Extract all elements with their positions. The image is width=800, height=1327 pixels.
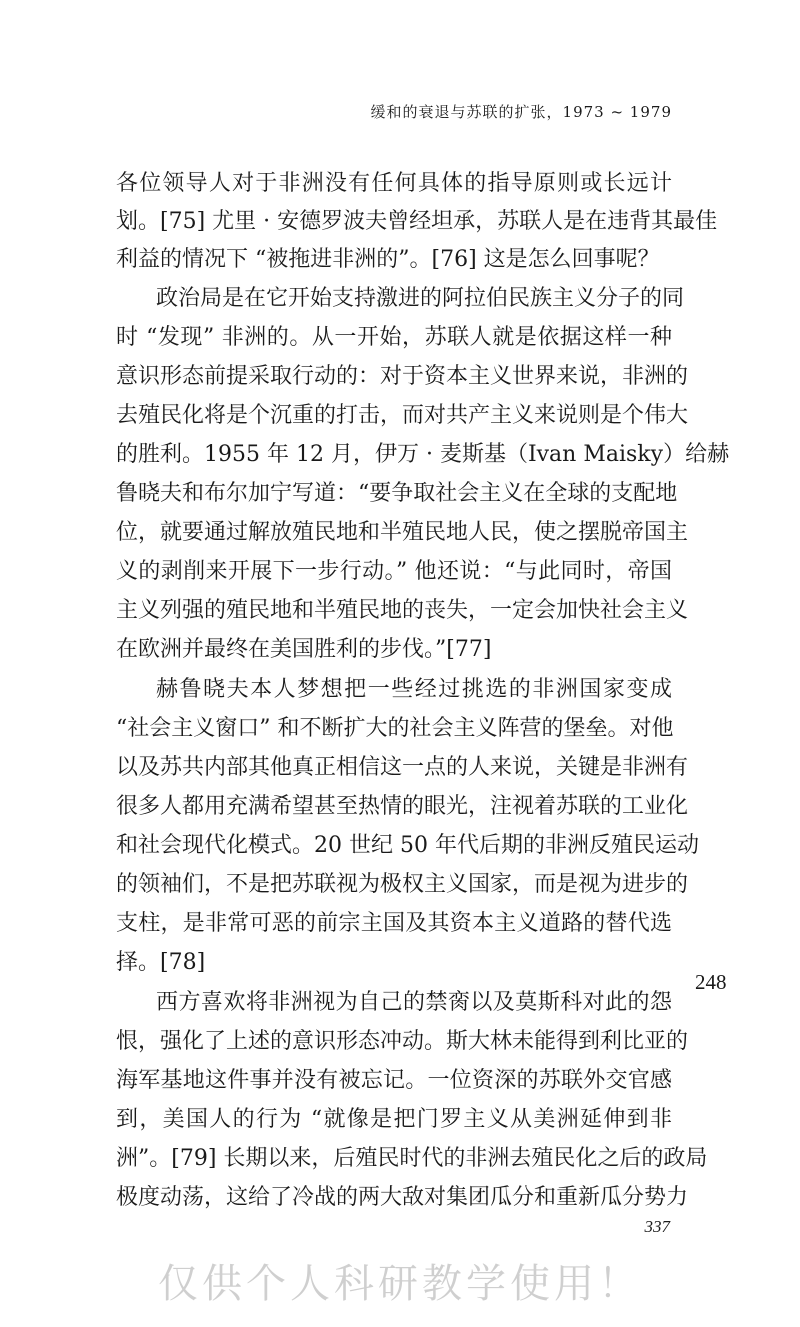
page-number: 337	[644, 1217, 670, 1236]
text-line: 极度动荡，这给了冷战的两大敌对集团瓜分和重新瓜分势力	[116, 1185, 689, 1210]
text-line: 时 “发现” 非洲的。从一开始，苏联人就是依据这样一种	[116, 325, 672, 350]
text-line: 的胜利。1955 年 12 月，伊万 · 麦斯基（Ivan Maisky）给赫	[116, 442, 730, 467]
text-line: 鲁晓夫和布尔加宁写道：“要争取社会主义在全球的支配地	[116, 481, 678, 506]
margin-page-reference: 248	[695, 970, 727, 994]
text-line: 各位领导人对于非洲没有任何具体的指导原则或长远计	[116, 171, 672, 196]
text-line: 择。[78]	[116, 950, 206, 975]
text-line: 利益的情况下 “被拖进非洲的”。[76] 这是怎么回事呢？	[116, 247, 660, 272]
text-line: 恨，强化了上述的意识形态冲动。斯大林未能得到利比亚的	[116, 1029, 689, 1054]
text-line: 主义列强的殖民地和半殖民地的丧失，一定会加快社会主义	[116, 598, 689, 623]
text-line: 洲”。[79] 长期以来，后殖民时代的非洲去殖民化之后的政局	[116, 1146, 708, 1171]
text-line: 赫鲁晓夫本人梦想把一些经过挑选的非洲国家变成	[156, 677, 672, 702]
watermark: 仅供个人科研教学使用！	[158, 1261, 642, 1307]
text-line: 和社会现代化模式。20 世纪 50 年代后期的非洲反殖民运动	[116, 833, 699, 858]
text-line: 划。[75] 尤里 · 安德罗波夫曾经坦承，苏联人是在违背其最佳	[116, 209, 718, 234]
text-line: 西方喜欢将非洲视为自己的禁脔以及莫斯科对此的怨	[156, 990, 672, 1015]
text-line: 在欧洲并最终在美国胜利的步伐。”[77]	[116, 637, 492, 662]
text-line: 位，就要通过解放殖民地和半殖民地人民，使之摆脱帝国主	[116, 520, 689, 545]
text-line: 去殖民化将是个沉重的打击，而对共产主义来说则是个伟大	[116, 403, 689, 428]
text-line: 意识形态前提采取行动的：对于资本主义世界来说，非洲的	[116, 364, 689, 389]
text-line: 很多人都用充满希望甚至热情的眼光，注视着苏联的工业化	[116, 794, 689, 819]
text-line: 义的剥削来开展下一步行动。” 他还说：“与此同时，帝国	[116, 559, 672, 584]
text-line: 以及苏共内部其他真正相信这一点的人来说，关键是非洲有	[116, 755, 689, 780]
text-line: 到，美国人的行为 “就像是把门罗主义从美洲延伸到非	[116, 1107, 672, 1132]
running-head: 缓和的衰退与苏联的扩张，1973 ~ 1979	[370, 103, 672, 121]
text-line: “社会主义窗口” 和不断扩大的社会主义阵营的堡垒。对他	[116, 716, 674, 741]
text-line: 政治局是在它开始支持激进的阿拉伯民族主义分子的同	[156, 286, 685, 311]
text-line: 海军基地这件事并没有被忘记。一位资深的苏联外交官感	[116, 1068, 672, 1093]
text-line: 的领袖们，不是把苏联视为极权主义国家，而是视为进步的	[116, 872, 689, 897]
text-line: 支柱，是非常可恶的前宗主国及其资本主义道路的替代选	[116, 911, 672, 936]
